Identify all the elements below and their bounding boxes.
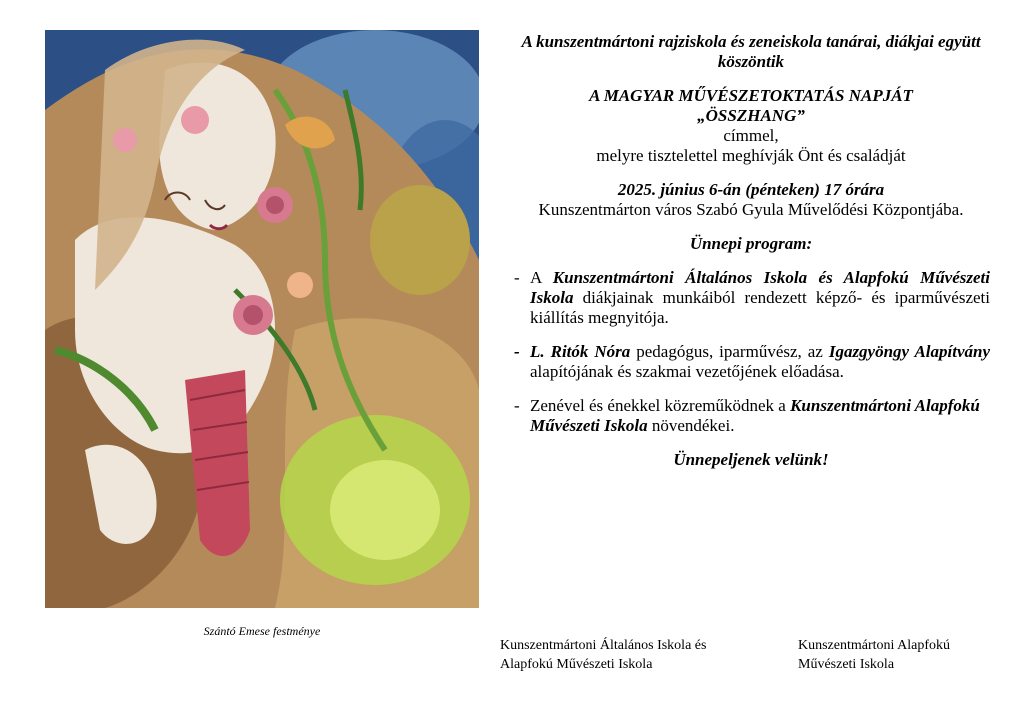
event-name: A MAGYAR MŰVÉSZETOKTATÁS NAPJÁT	[589, 86, 913, 105]
footer-right-line: Kunszentmártoni Alapfokú	[798, 638, 951, 653]
painting-illustration	[45, 30, 479, 608]
program-item	[512, 268, 990, 328]
footer-organizer-right	[798, 636, 998, 674]
program-speaker-name: L. Ritók Nóra	[530, 342, 631, 361]
list-dash: -	[514, 396, 520, 415]
program-text: alapítójának és szakmai vezetőjének előadása.	[530, 362, 844, 381]
event-heading	[512, 86, 990, 166]
painting	[45, 30, 479, 608]
closing-line: Ünnepeljenek velünk!	[673, 450, 829, 469]
intro: A kunszentmártoni rajziskola és zeneiskola tanárai, diákjai együtt köszöntik	[521, 32, 981, 71]
event-date: 2025. június 6-án (pénteken) 17 órára	[617, 180, 885, 199]
footer-left-line: Alapfokú Művészeti Iskola	[500, 657, 653, 672]
program-school-name: Kunszentmártoni Általános Iskola és Alapfokú Művészeti Iskola	[530, 268, 990, 307]
event-venue: Kunszentmárton város Szabó Gyula Művelődési Központjába.	[538, 200, 964, 219]
program-text: A	[530, 268, 553, 287]
event-title: „ÖSSZHANG”	[697, 106, 805, 125]
list-dash: -	[514, 268, 520, 287]
program-item	[512, 396, 990, 436]
event-when-where	[512, 180, 990, 220]
program-list	[512, 268, 990, 436]
program-text: növendékei.	[647, 416, 735, 435]
footer-organizer-left	[500, 636, 770, 674]
footer-right-line: Művészeti Iskola	[798, 657, 895, 672]
program-text: Zenével és énekkel közreműködnek a	[530, 396, 791, 415]
program-school-name: Kunszentmártoni Alapfokú Művészeti Iskola	[530, 396, 980, 435]
list-dash: -	[514, 342, 520, 361]
program-item	[512, 342, 990, 382]
footer-left-line: Kunszentmártoni Általános Iskola és	[500, 638, 707, 653]
invitation-text	[512, 32, 990, 470]
titled-text: címmel,	[723, 126, 779, 145]
invite-line: melyre tisztelettel meghívják Önt és családját	[596, 146, 906, 165]
painting-caption: Szántó Emese festménye	[203, 624, 321, 638]
program-text: diákjainak munkáiból rendezett képző- és iparművészeti kiállítás megnyitója.	[530, 288, 990, 327]
program-text: pedagógus, iparművész, az	[630, 342, 829, 361]
program-foundation-name: Igazgyöngy Alapítvány	[828, 342, 991, 361]
program-heading: Ünnepi program:	[689, 234, 813, 253]
